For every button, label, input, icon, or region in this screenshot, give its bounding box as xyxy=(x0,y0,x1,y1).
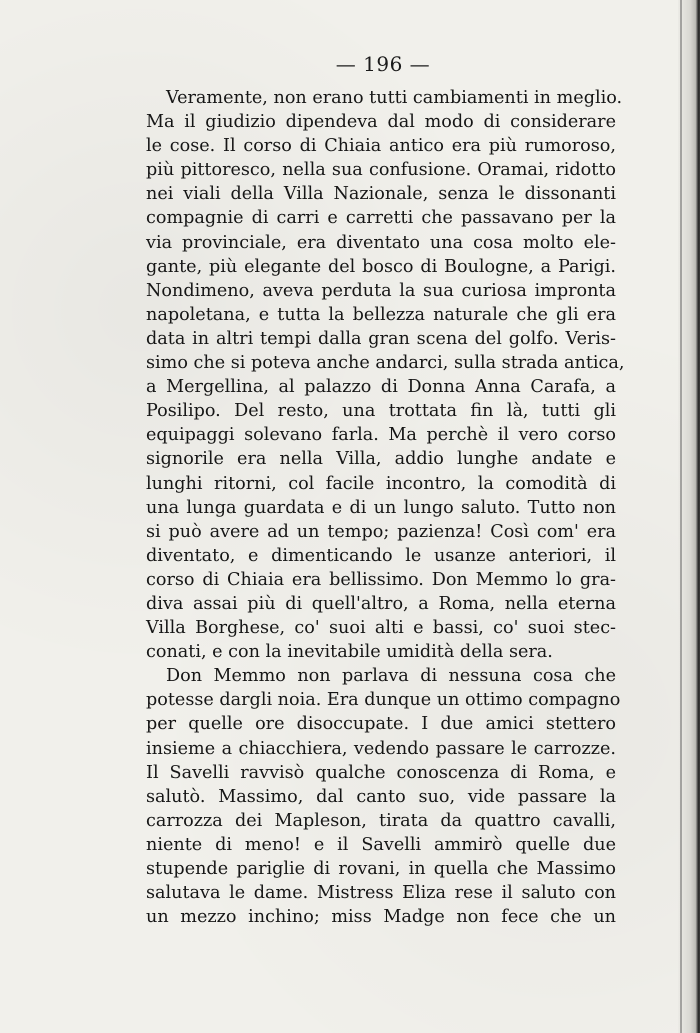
text-line: più pittoresco, nella sua confusione. Oramai, ridotto xyxy=(146,160,616,181)
text-line: corso di Chiaia era bellissimo. Don Memmo lo gra- xyxy=(146,569,616,590)
text-line: Il Savelli ravvisò qualche conoscenza di Roma, e xyxy=(146,762,616,783)
text-line: napoletana, e tutta la bellezza naturale che gli era xyxy=(146,304,616,325)
text-line: lunghi ritorni, col facile incontro, la comodità di xyxy=(146,473,616,494)
text-line: Veramente, non erano tutti cambiamenti in meglio. xyxy=(166,88,623,108)
text-line: signorile era nella Villa, addio lunghe andate e xyxy=(146,449,616,470)
text-line: conati, e con la inevitabile umidità della sera. xyxy=(146,642,553,663)
text-line: simo che si poteva anche andarci, sulla strada antica, xyxy=(146,353,625,374)
text-line: Don Memmo non parlava di nessuna cosa che xyxy=(166,666,616,687)
text-line: insieme a chiacchiera, vedendo passare le carrozze. xyxy=(146,738,616,759)
text-line: stupende pariglie di rovani, in quella che Massimo xyxy=(146,859,616,879)
text-line: Nondimeno, aveva perduta la sua curiosa impronta xyxy=(146,280,616,301)
text-line: data in altri tempi dalla gran scena del golfo. Veris- xyxy=(146,328,616,349)
text-line: Villa Borghese, co' suoi alti e bassi, co' suoi stec- xyxy=(146,618,616,639)
text-line: diventato, e dimenticando le usanze anteriori, il xyxy=(146,545,616,566)
body-text xyxy=(146,86,625,929)
text-line: le cose. Il corso di Chiaia antico era più rumoroso, xyxy=(146,136,616,157)
text-line: Ma il giudizio dipendeva dal modo di considerare xyxy=(146,112,616,133)
text-line: diva assai più di quell'altro, a Roma, nella eterna xyxy=(146,593,616,614)
text-line: gante, più elegante del bosco di Boulogne, a Parigi. xyxy=(146,256,616,277)
text-line: salutava le dame. Mistress Eliza rese il saluto con xyxy=(146,883,616,904)
text-line: potesse dargli noia. Era dunque un ottimo compagno xyxy=(146,690,621,711)
page-gutter-line xyxy=(680,0,682,1033)
text-line: per quelle ore disoccupate. I due amici stettero xyxy=(146,714,616,735)
text-line: nei viali della Villa Nazionale, senza le dissonanti xyxy=(146,184,616,205)
text-line: salutò. Massimo, dal canto suo, vide passare la xyxy=(146,786,616,807)
text-line: equipaggi solevano farla. Ma perchè il vero corso xyxy=(146,425,616,446)
text-line: un mezzo inchino; miss Madge non fece che un xyxy=(146,907,616,928)
text-line: a Mergellina, al palazzo di Donna Anna Carafa, a xyxy=(146,377,616,398)
text-line: carrozza dei Mapleson, tirata da quattro cavalli, xyxy=(146,810,616,831)
paragraph xyxy=(146,86,625,664)
text-line: una lunga guardata e di un lungo saluto. Tutto non xyxy=(146,497,616,518)
page-number: — 196 — xyxy=(335,52,431,76)
paragraph xyxy=(146,664,621,929)
text-line: via provinciale, era diventato una cosa molto ele- xyxy=(146,232,616,253)
text-line: niente di meno! e il Savelli ammirò quelle due xyxy=(146,834,616,855)
text-line: compagnie di carri e carretti che passavano per la xyxy=(146,208,616,229)
text-line: Posilipo. Del resto, una trottata fin là, tutti gli xyxy=(146,401,616,422)
text-line: si può avere ad un tempo; pazienza! Così com' era xyxy=(146,521,616,542)
